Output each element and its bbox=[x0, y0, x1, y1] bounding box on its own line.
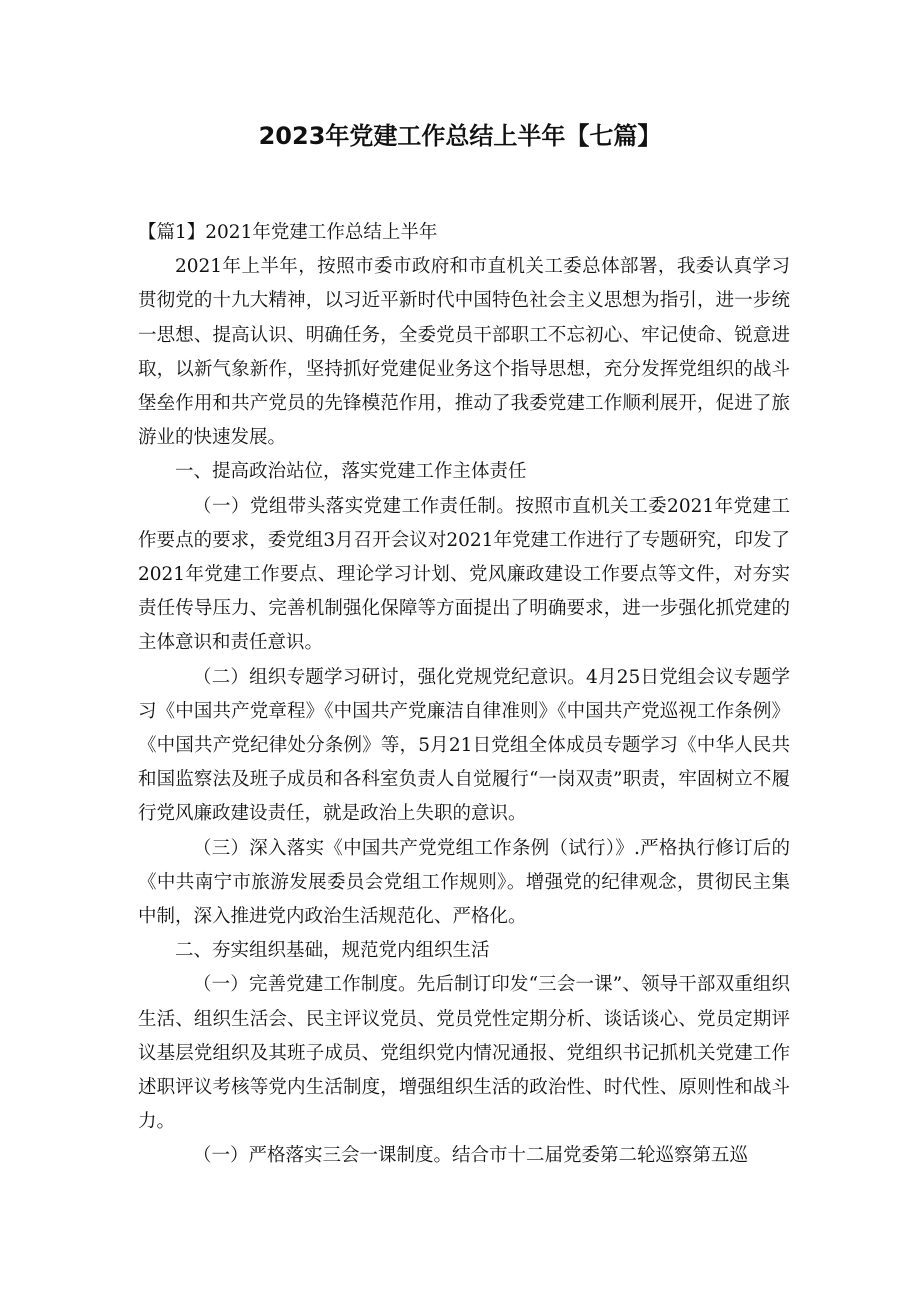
subheading: 二、夯实组织基础，规范党内组织生活 bbox=[175, 940, 490, 962]
paragraph: （一）党组带头落实党建工作责任制。按照市直机关工委2021年党建工作要点的要求，委党组3月召开会议对2021年党建工作进行了专题研究，印发了2021年党建工作要点、理论学习计划、党风廉政建设工作要点等文件，对夯实责任传导压力、完善机制强化保障等方面提出了明确要求，进一步强化抓党建的主体意识和责任意识。 bbox=[138, 495, 790, 654]
paragraph: （一）完善党建工作制度。先后制订印发“三会一课”、领导干部双重组织生活、组织生活会、民主评议党员、党员党性定期分析、谈话谈心、党员定期评议基层党组织及其班子成员、党组织党内情况通报、党组织书记抓机关党建工作述职评议考核等党内生活制度，增强组织生活的政治性、时代性、原则性和战斗力。 bbox=[138, 974, 790, 1133]
document-body bbox=[138, 216, 790, 1174]
document-title: 2023年党建工作总结上半年【七篇】 bbox=[258, 122, 662, 150]
paragraph: （二）组织专题学习研讨，强化党规党纪意识。4月25日党组会议专题学习《中国共产党章程》《中国共产党廉洁自律准则》《中国共产党巡视工作条例》《中国共产党纪律处分条例》等，5月21日党组全体成员专题学习《中华人民共和国监察法及班子成员和各科室负责人自觉履行“一岗双责”职责，牢固树立不履行党风廉政建设责任，就是政治上失职的意识。 bbox=[138, 666, 790, 825]
section-heading: 【篇1】2021年党建工作总结上半年 bbox=[138, 222, 438, 243]
paragraph: （一）严格落实三会一课制度。结合市十二届党委第二轮巡察第五巡 bbox=[193, 1145, 749, 1167]
paragraph: 2021年上半年，按照市委市政府和市直机关工委总体部署，我委认真学习贯彻党的十九大精神，以习近平新时代中国特色社会主义思想为指引，进一步统一思想、提高认识、明确任务，全委党员干部职工不忘初心、牢记使命、锐意进取，以新气象新作，坚持抓好党建促业务这个指导思想，充分发挥党组织的战斗堡垒作用和共产党员的先锋模范作用，推动了我委党建工作顺利展开，促进了旅游业的快速发展。 bbox=[138, 256, 790, 449]
subheading: 一、提高政治站位，落实党建工作主体责任 bbox=[175, 461, 527, 483]
paragraph: （三）深入落实《中国共产党党组工作条例（试行）》.严格执行修订后的《中共南宁市旅游发展委员会党组工作规则》。增强党的纪律观念，贯彻民主集中制，深入推进党内政治生活规范化、严格化。 bbox=[138, 837, 790, 928]
